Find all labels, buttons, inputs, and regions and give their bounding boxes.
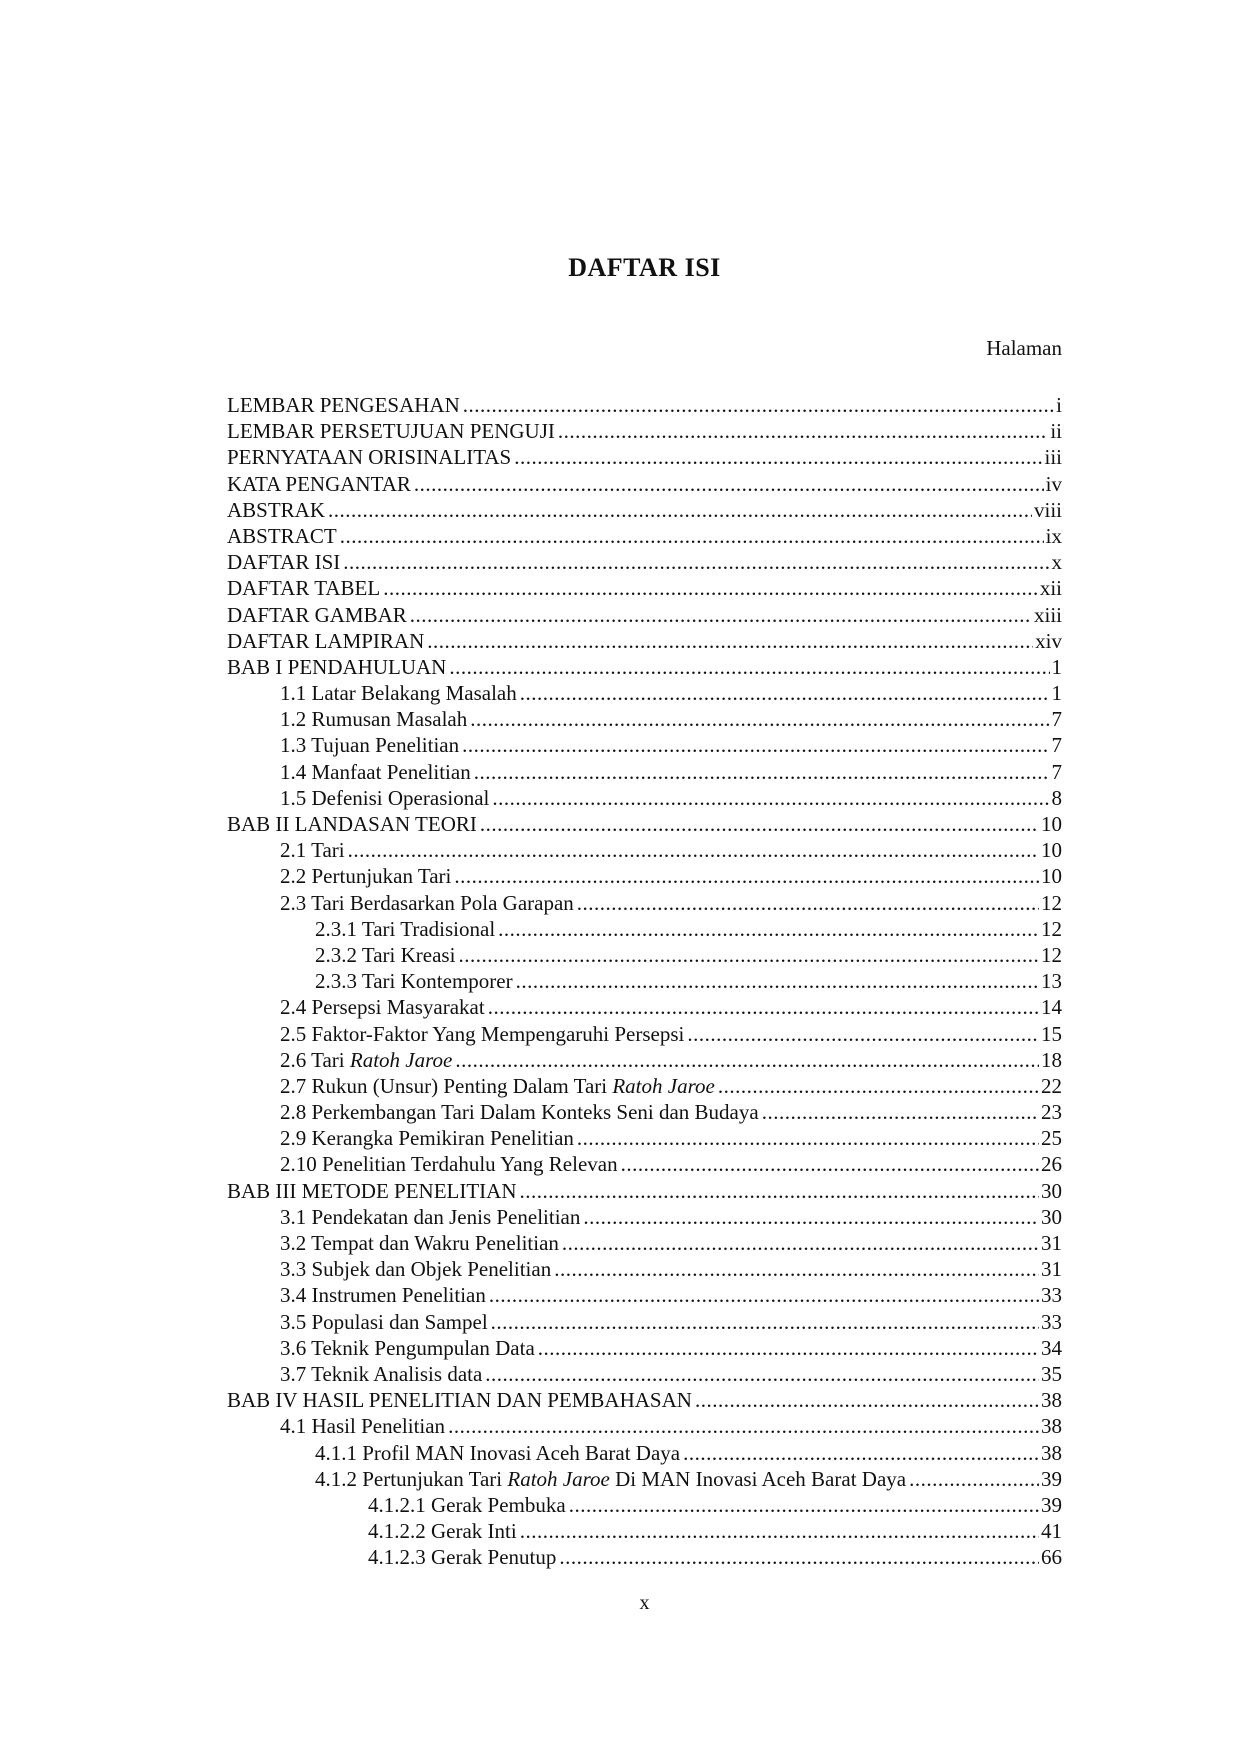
toc-entry-page-number: i: [1056, 393, 1062, 417]
dot-leader: [474, 759, 1050, 785]
dot-leader: [718, 1073, 1039, 1099]
dot-leader: [458, 942, 1039, 968]
toc-label-segment: 2.9 Kerangka Pemikiran Penelitian: [280, 1126, 574, 1151]
dot-leader: [559, 1544, 1039, 1570]
toc-entry-label: [280, 890, 574, 916]
toc-entry: [227, 523, 1062, 549]
column-header-halaman: Halaman: [986, 336, 1062, 360]
dot-leader: [454, 863, 1039, 889]
dot-leader: [516, 968, 1039, 994]
toc-entry-label: [280, 1021, 684, 1047]
toc-entry-page-number: 30: [1041, 1178, 1062, 1203]
toc-entry: [227, 1073, 1062, 1099]
dot-leader: [577, 890, 1039, 916]
toc-entry: [227, 1047, 1062, 1073]
toc-entry: [227, 1440, 1062, 1466]
toc-label-segment: Di MAN Inovasi Aceh Barat Daya: [609, 1466, 907, 1491]
toc-label-segment: 1.1 Latar Belakang Masalah: [280, 681, 517, 706]
toc-entry-label: [280, 837, 345, 863]
toc-label-segment: 4.1.2 Pertunjukan Tari: [315, 1466, 508, 1491]
toc-entry: [227, 1204, 1062, 1230]
toc-label-segment: 3.4 Instrumen Penelitian: [280, 1283, 486, 1308]
toc-entry-page-number: 7: [1051, 759, 1062, 784]
dot-leader: [383, 575, 1038, 601]
toc-label-segment: 2.5 Faktor-Faktor Yang Mempengaruhi Persepsi: [280, 1021, 685, 1046]
toc-entry: [227, 444, 1062, 470]
toc-entry: [227, 732, 1062, 758]
toc-label-segment: 1.5 Defenisi Operasional: [280, 785, 490, 810]
toc-label-italic-segment: Ratoh Jaroe: [507, 1466, 610, 1491]
toc-entry-page-number: 34: [1041, 1335, 1062, 1360]
dot-leader: [340, 523, 1044, 549]
dot-leader: [687, 1021, 1039, 1047]
toc-entry: [227, 1125, 1062, 1151]
toc-label-segment: 2.1 Tari: [280, 838, 345, 863]
dot-leader: [498, 916, 1039, 942]
toc-label-segment: 4.1 Hasil Penelitian: [280, 1414, 446, 1439]
toc-label-segment: 3.3 Subjek dan Objek Penelitian: [280, 1257, 552, 1282]
toc-entry: [227, 654, 1062, 680]
toc-entry-page-number: 38: [1041, 1388, 1062, 1413]
toc-entry-label: [280, 1335, 535, 1361]
footer-page-number: x: [639, 1592, 650, 1614]
toc-label-segment: 2.4 Persepsi Masyarakat: [280, 995, 485, 1020]
toc-entry-label: [280, 1230, 559, 1256]
toc-label-segment: 2.2 Pertunjukan Tari: [280, 864, 452, 889]
toc-entry-page-number: 7: [1051, 707, 1062, 732]
toc-label-segment: KATA PENGANTAR: [227, 471, 411, 496]
toc-label-segment: 3.6 Teknik Pengumpulan Data: [280, 1335, 535, 1360]
toc-label-segment: DAFTAR LAMPIRAN: [227, 628, 425, 653]
toc-label-segment: 2.8 Perkembangan Tari Dalam Konteks Seni dan Budaya: [280, 1100, 759, 1125]
toc-entry-label: [368, 1544, 556, 1570]
toc-label-segment: ABSTRAK: [227, 497, 326, 522]
toc-label-segment: ABSTRACT: [227, 523, 337, 548]
toc-entry-label: [227, 392, 460, 418]
toc-entry: [227, 575, 1062, 601]
dot-leader: [683, 1440, 1039, 1466]
dot-leader: [514, 444, 1042, 470]
page-title: DAFTAR ISI: [568, 253, 721, 282]
dot-leader: [562, 1230, 1039, 1256]
toc-entry: [227, 392, 1062, 418]
toc-entry-page-number: 39: [1041, 1492, 1062, 1517]
toc-entry: [227, 602, 1062, 628]
toc-entry-label: [280, 1413, 445, 1439]
toc-entry-label: [280, 1282, 486, 1308]
toc-entry-page-number: 33: [1041, 1283, 1062, 1308]
dot-leader: [414, 471, 1044, 497]
toc-entry-label: [280, 1073, 715, 1099]
toc-entry: [227, 680, 1062, 706]
toc-label-segment: 3.1 Pendekatan dan Jenis Penelitian: [280, 1204, 581, 1229]
toc-entry-page-number: 23: [1041, 1100, 1062, 1125]
dot-leader: [538, 1335, 1039, 1361]
toc-entry-label: [227, 602, 407, 628]
toc-label-segment: DAFTAR TABEL: [227, 576, 381, 601]
toc-label-segment: 1.3 Tujuan Penelitian: [280, 733, 460, 758]
dot-leader: [558, 418, 1048, 444]
toc-label-segment: 3.5 Populasi dan Sampel: [280, 1309, 488, 1334]
toc-entry-label: [227, 575, 380, 601]
dot-leader: [448, 1413, 1039, 1439]
toc-entry-label: [227, 418, 555, 444]
toc-label-segment: BAB I PENDAHULUAN: [227, 654, 447, 679]
toc-entry-label: [227, 497, 325, 523]
toc-entry: [227, 1466, 1062, 1492]
dot-leader: [427, 628, 1033, 654]
toc-entry-label: [227, 1387, 692, 1413]
toc-entry-page-number: 18: [1041, 1047, 1062, 1072]
toc-entry-page-number: 10: [1041, 864, 1062, 889]
toc-entry: [227, 968, 1062, 994]
dot-leader: [455, 1047, 1039, 1073]
toc-entry: [227, 811, 1062, 837]
toc-label-italic-segment: Ratoh Jaroe: [612, 1073, 715, 1098]
toc-label-segment: 4.1.2.1 Gerak Pembuka: [368, 1492, 566, 1517]
toc-entry-page-number: iii: [1044, 445, 1062, 470]
toc-entry-page-number: xiii: [1033, 602, 1062, 627]
toc-label-segment: 1.4 Manfaat Penelitian: [280, 759, 471, 784]
toc-entry-label: [227, 654, 446, 680]
dot-leader: [569, 1492, 1039, 1518]
toc-entry: [227, 418, 1062, 444]
toc-entry: [227, 1544, 1062, 1570]
dot-leader: [695, 1387, 1039, 1413]
toc-entry: [227, 1309, 1062, 1335]
dot-leader: [463, 392, 1054, 418]
dot-leader: [348, 837, 1039, 863]
toc-entry-label: [227, 523, 337, 549]
toc-entry-page-number: 15: [1041, 1021, 1062, 1046]
toc-entry: [227, 471, 1062, 497]
toc-entry-label: [227, 444, 511, 470]
toc-entry-label: [280, 863, 451, 889]
toc-entry-page-number: x: [1051, 550, 1062, 575]
dot-leader: [449, 654, 1049, 680]
dot-leader: [410, 602, 1032, 628]
toc-entry-label: [280, 1151, 618, 1177]
toc-entry: [227, 706, 1062, 732]
toc-label-segment: 2.6 Tari: [280, 1047, 350, 1072]
toc-entry-label: [280, 1256, 551, 1282]
toc-entry-label: [280, 1125, 574, 1151]
toc-entry-label: [280, 785, 489, 811]
dot-leader: [621, 1151, 1039, 1177]
dot-leader: [577, 1125, 1039, 1151]
toc-entry-page-number: 12: [1041, 942, 1062, 967]
toc-entry-page-number: 30: [1041, 1204, 1062, 1229]
toc-entry-label: [280, 1309, 488, 1335]
dot-leader: [520, 1518, 1039, 1544]
toc-entry-label: [315, 968, 513, 994]
toc-entry-page-number: 31: [1041, 1257, 1062, 1282]
toc-entry-page-number: 33: [1041, 1309, 1062, 1334]
toc-entry-page-number: 8: [1051, 785, 1062, 810]
toc-label-segment: 4.1.2.2 Gerak Inti: [368, 1519, 517, 1544]
toc-entry-page-number: 14: [1041, 995, 1062, 1020]
toc-entry-page-number: 1: [1051, 654, 1062, 679]
toc-entry: [227, 1413, 1062, 1439]
toc-entry-page-number: viii: [1033, 497, 1062, 522]
toc-entry-page-number: 22: [1041, 1073, 1062, 1098]
toc-entry-label: [280, 1047, 452, 1073]
toc-entry-label: [280, 1099, 759, 1125]
toc-label-segment: 2.10 Penelitian Terdahulu Yang Relevan: [280, 1152, 618, 1177]
toc-entry-page-number: 7: [1051, 733, 1062, 758]
toc-entry-page-number: 31: [1041, 1231, 1062, 1255]
toc-entry: [227, 1518, 1062, 1544]
toc-entry-page-number: 25: [1041, 1126, 1062, 1151]
toc-entry: [227, 837, 1062, 863]
toc-entry-label: [315, 1440, 680, 1466]
toc-entry-page-number: ii: [1050, 419, 1062, 444]
toc-entry-page-number: 12: [1041, 916, 1062, 941]
toc-entry-label: [227, 549, 340, 575]
toc-label-segment: BAB IV HASIL PENELITIAN DAN PEMBAHASAN: [227, 1388, 692, 1413]
toc-label-segment: 3.2 Tempat dan Wakru Penelitian: [280, 1231, 559, 1255]
dot-leader: [488, 994, 1039, 1020]
toc-label-segment: BAB III METODE PENELITIAN: [227, 1178, 517, 1203]
dot-leader: [343, 549, 1049, 575]
toc-entry-label: [280, 759, 471, 785]
dot-leader: [554, 1256, 1039, 1282]
toc-label-segment: 2.7 Rukun (Unsur) Penting Dalam Tari: [280, 1073, 613, 1098]
toc-entry-page-number: 10: [1041, 812, 1062, 836]
toc-entry: [227, 1021, 1062, 1047]
toc-entry: [227, 994, 1062, 1020]
toc-entry-page-number: 35: [1041, 1361, 1062, 1386]
toc-entry: [227, 1387, 1062, 1413]
toc-entry: [227, 497, 1062, 523]
toc-entry-page-number: iv: [1045, 471, 1062, 496]
toc-label-segment: DAFTAR ISI: [227, 550, 341, 575]
dot-leader: [491, 1309, 1039, 1335]
toc-entry-label: [315, 916, 495, 942]
toc-entry-page-number: 41: [1041, 1519, 1062, 1544]
dot-leader: [492, 785, 1049, 811]
toc-entry-label: [227, 471, 411, 497]
toc-entry-page-number: 38: [1041, 1440, 1062, 1465]
toc-entry-page-number: 10: [1041, 838, 1062, 863]
toc-entry: [227, 1178, 1062, 1204]
toc-entry-label: [227, 1178, 517, 1204]
toc-entry: [227, 1282, 1062, 1308]
toc-entry-label: [280, 1361, 482, 1387]
toc-label-segment: 1.2 Rumusan Masalah: [280, 707, 468, 732]
toc-label-segment: 2.3 Tari Berdasarkan Pola Garapan: [280, 890, 574, 915]
toc-entry-label: [315, 1466, 906, 1492]
dot-leader: [520, 680, 1050, 706]
toc-label-segment: PERNYATAAN ORISINALITAS: [227, 445, 512, 470]
toc-label-segment: 3.7 Teknik Analisis data: [280, 1361, 483, 1386]
toc-entry: [227, 1335, 1062, 1361]
toc-entry: [227, 916, 1062, 942]
toc-list: [227, 392, 1062, 1570]
dot-leader: [462, 732, 1049, 758]
toc-label-italic-segment: Ratoh Jaroe: [349, 1047, 453, 1072]
dot-leader: [470, 706, 1049, 732]
dot-leader: [485, 1361, 1039, 1387]
toc-entry-page-number: 66: [1041, 1545, 1062, 1570]
toc-entry-label: [280, 994, 485, 1020]
toc-label-segment: LEMBAR PENGESAHAN: [227, 393, 460, 417]
dot-leader: [762, 1099, 1039, 1125]
toc-entry: [227, 890, 1062, 916]
dot-leader: [520, 1178, 1040, 1204]
toc-entry-page-number: 13: [1041, 969, 1062, 994]
toc-entry-page-number: ix: [1045, 523, 1062, 548]
toc-label-segment: BAB II LANDASAN TEORI: [227, 812, 477, 836]
toc-entry: [227, 628, 1062, 654]
toc-label-segment: DAFTAR GAMBAR: [227, 602, 407, 627]
toc-entry: [227, 1151, 1062, 1177]
toc-entry-label: [280, 706, 467, 732]
toc-label-segment: LEMBAR PERSETUJUAN PENGUJI: [227, 419, 555, 444]
toc-entry-label: [315, 942, 455, 968]
toc-entry-page-number: 1: [1051, 681, 1062, 706]
dot-leader: [489, 1282, 1039, 1308]
toc-label-segment: 2.3.1 Tari Tradisional: [315, 916, 496, 941]
toc-label-segment: 4.1.2.3 Gerak Penutup: [368, 1545, 557, 1570]
toc-entry-label: [280, 732, 459, 758]
dot-leader: [480, 811, 1039, 837]
toc-entry: [227, 1256, 1062, 1282]
toc-entry: [227, 1361, 1062, 1387]
toc-entry: [227, 1099, 1062, 1125]
toc-entry-page-number: 26: [1041, 1152, 1062, 1177]
toc-entry: [227, 549, 1062, 575]
toc-entry-label: [227, 811, 477, 837]
toc-label-segment: 4.1.1 Profil MAN Inovasi Aceh Barat Daya: [315, 1440, 681, 1465]
dot-leader: [583, 1204, 1039, 1230]
toc-entry: [227, 1230, 1062, 1256]
toc-entry-label: [368, 1492, 566, 1518]
toc-entry-page-number: 39: [1041, 1466, 1062, 1491]
toc-label-segment: 2.3.2 Tari Kreasi: [315, 942, 456, 967]
toc-label-segment: 2.3.3 Tari Kontemporer: [315, 969, 513, 994]
dot-leader: [909, 1466, 1039, 1492]
toc-entry-page-number: xii: [1039, 576, 1062, 601]
toc-entry-page-number: 38: [1041, 1414, 1062, 1439]
toc-entry-label: [280, 1204, 580, 1230]
toc-entry-label: [368, 1518, 517, 1544]
dot-leader: [328, 497, 1032, 523]
toc-entry: [227, 863, 1062, 889]
toc-entry-label: [227, 628, 424, 654]
toc-entry-label: [280, 680, 517, 706]
toc-entry: [227, 785, 1062, 811]
toc-entry-page-number: xiv: [1035, 628, 1062, 653]
toc-entry-page-number: 12: [1041, 890, 1062, 915]
toc-entry: [227, 942, 1062, 968]
toc-entry: [227, 1492, 1062, 1518]
toc-entry: [227, 759, 1062, 785]
